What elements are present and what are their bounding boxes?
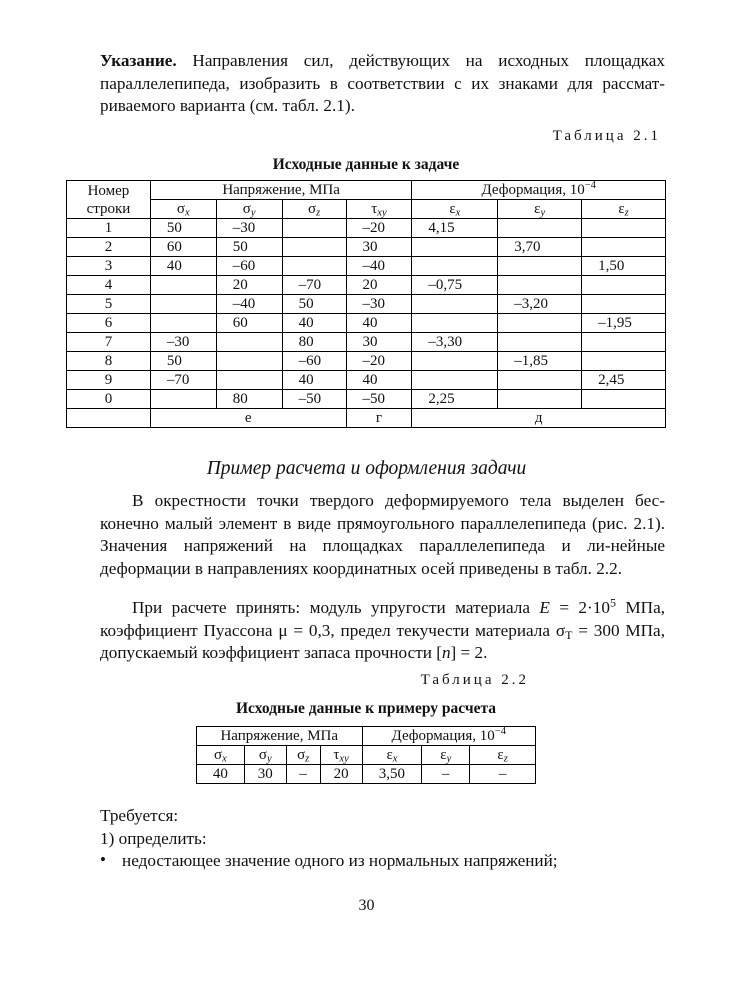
t2-eps-z-header: $\varepsilon_z$ [470,746,536,765]
value-cell: –20 [346,352,412,371]
value-cell [282,219,346,238]
value-cell: 40 [346,371,412,390]
value-cell [498,333,582,352]
t2-sigma-x-header: $\sigma_x$ [197,746,245,765]
value-cell [498,276,582,295]
t2-eps-x-header: $\varepsilon_x$ [362,746,422,765]
table1-caption: Исходные данные к задаче [272,156,460,173]
paragraph-1: В окрестности точки твердого деформируемого тела выделен бес-конечно малый элемент в виде прямоугольного параллелепипеда (рис. 2.1). Значения напряжений на площадках параллелепипеда и ли-нейные деформации в направлениях координатных осей приведены в табл. 2.2. [100,491,665,578]
value-cell: 60 [216,314,282,333]
row-number-header: Номер строки [67,181,151,219]
value-cell [498,314,582,333]
value-cell: –70 [150,371,216,390]
paragraph-2: При расчете принять: модуль упругости материала $E = 2\cdot 10^5$ МПа, коэффициент Пуассона μ = 0,3, предел текучести материала $\sigma_T = 300$ МПа, допускаемый коэффициент запаса прочности [n] = 2. [100,595,665,662]
value-cell: –50 [346,390,412,409]
value-cell: –70 [282,276,346,295]
value-cell [582,295,666,314]
row-number-cell: 1 [67,219,151,238]
intro-paragraph [100,50,665,118]
footer-empty [67,409,151,428]
sigma-z-header: $\sigma_z$ [282,200,346,219]
value-cell [582,219,666,238]
value-cell [582,276,666,295]
value-cell [582,390,666,409]
intro-bold-label: Указание. [100,51,177,70]
eps-x-header: $\varepsilon_x$ [412,200,498,219]
row-number-cell: 6 [67,314,151,333]
value-cell: 40 [150,257,216,276]
value-cell: –30 [346,295,412,314]
value-cell: 50 [216,238,282,257]
table1-row [67,390,666,409]
value-cell [282,238,346,257]
bullet-icon: • [100,850,106,869]
t2-tau-xy-header: $\tau_{xy}$ [320,746,362,765]
intro-text: Направления сил, действующих на исходных площадках параллелепипеда, изобразить в соответствии с их знаками для рассмат-риваемого варианта (см. табл. 2.1). [100,51,665,115]
footer-tau-letter: г [346,409,412,428]
value-cell: –30 [150,333,216,352]
value-cell [412,295,498,314]
table1-row [67,219,666,238]
table1-row [67,276,666,295]
table1-row [67,314,666,333]
value-cell: 50 [150,219,216,238]
value-cell: 2,45 [582,371,666,390]
t2-value: – [470,765,536,784]
bullet-text-1: недостающее значение одного из нормальных напряжений; [122,851,558,870]
footer-sigma-letter: е [150,409,346,428]
table2-label: Таблица 2.2 [420,672,529,688]
row-number-cell: 0 [67,390,151,409]
row-number-cell: 7 [67,333,151,352]
footer-strain-letter: д [412,409,666,428]
strain-group-header: Деформация, $10^{-4}$ [412,181,666,200]
value-cell [582,333,666,352]
value-cell: 80 [216,390,282,409]
row-number-cell: 9 [67,371,151,390]
eps-y-header: $\varepsilon_y$ [498,200,582,219]
table1-row [67,371,666,390]
value-cell [412,352,498,371]
value-cell: 1,50 [582,257,666,276]
table2-values-row [197,765,536,784]
value-cell [412,238,498,257]
value-cell [582,352,666,371]
value-cell: –60 [216,257,282,276]
value-cell [582,238,666,257]
value-cell: 30 [346,333,412,352]
stress-group-header: Напряжение, МПа [150,181,412,200]
table2-caption: Исходные данные к примеру расчета [235,700,496,717]
table2 [196,726,536,784]
value-cell: –20 [346,219,412,238]
value-cell: 20 [216,276,282,295]
row-number-cell: 4 [67,276,151,295]
value-cell: 50 [282,295,346,314]
value-cell [412,314,498,333]
value-cell [150,314,216,333]
value-cell [216,352,282,371]
value-cell [150,390,216,409]
value-cell: 60 [150,238,216,257]
value-cell: –0,75 [412,276,498,295]
value-cell [498,219,582,238]
table2-strain-group: Деформация, $10^{-4}$ [362,727,536,746]
value-cell: 3,70 [498,238,582,257]
value-cell [216,371,282,390]
value-cell: –1,95 [582,314,666,333]
value-cell [216,333,282,352]
t2-sigma-y-header: $\sigma_y$ [244,746,286,765]
eps-z-header: $\varepsilon_z$ [582,200,666,219]
value-cell: 4,15 [412,219,498,238]
value-cell: –60 [282,352,346,371]
table1-label: Таблица 2.1 [552,128,661,144]
sigma-y-header: $\sigma_y$ [216,200,282,219]
value-cell [498,257,582,276]
value-cell [150,295,216,314]
t2-sigma-z-header: $\sigma_z$ [286,746,320,765]
row-number-cell: 2 [67,238,151,257]
value-cell [498,371,582,390]
row-number-cell: 8 [67,352,151,371]
value-cell: 40 [346,314,412,333]
value-cell: 40 [282,314,346,333]
value-cell [150,276,216,295]
table2-stress-group: Напряжение, МПа [197,727,363,746]
table1 [66,180,666,428]
value-cell: –3,30 [412,333,498,352]
value-cell: –40 [216,295,282,314]
t2-value: – [286,765,320,784]
item-1: 1) определить: [100,829,207,848]
table1-row [67,352,666,371]
value-cell: 30 [346,238,412,257]
value-cell [412,257,498,276]
value-cell [282,257,346,276]
value-cell: –3,20 [498,295,582,314]
t2-value: 20 [320,765,362,784]
section-title: Пример расчета и оформления задачи [206,458,527,479]
t2-eps-y-header: $\varepsilon_y$ [422,746,470,765]
table1-row [67,333,666,352]
sigma-x-header: $\sigma_x$ [150,200,216,219]
t2-value: 30 [244,765,286,784]
value-cell [412,371,498,390]
value-cell: –1,85 [498,352,582,371]
requires-label: Требуется: [100,806,179,825]
value-cell: 40 [282,371,346,390]
table1-row [67,295,666,314]
value-cell [498,390,582,409]
table1-row [67,238,666,257]
value-cell: 2,25 [412,390,498,409]
table1-row [67,257,666,276]
row-number-cell: 3 [67,257,151,276]
t2-value: 40 [197,765,245,784]
value-cell: 80 [282,333,346,352]
page-number: 30 [358,897,375,914]
t2-value: – [422,765,470,784]
value-cell: –50 [282,390,346,409]
tau-xy-header: $\tau_{xy}$ [346,200,412,219]
value-cell: –40 [346,257,412,276]
value-cell: 20 [346,276,412,295]
value-cell: 50 [150,352,216,371]
value-cell: –30 [216,219,282,238]
row-number-cell: 5 [67,295,151,314]
t2-value: 3,50 [362,765,422,784]
